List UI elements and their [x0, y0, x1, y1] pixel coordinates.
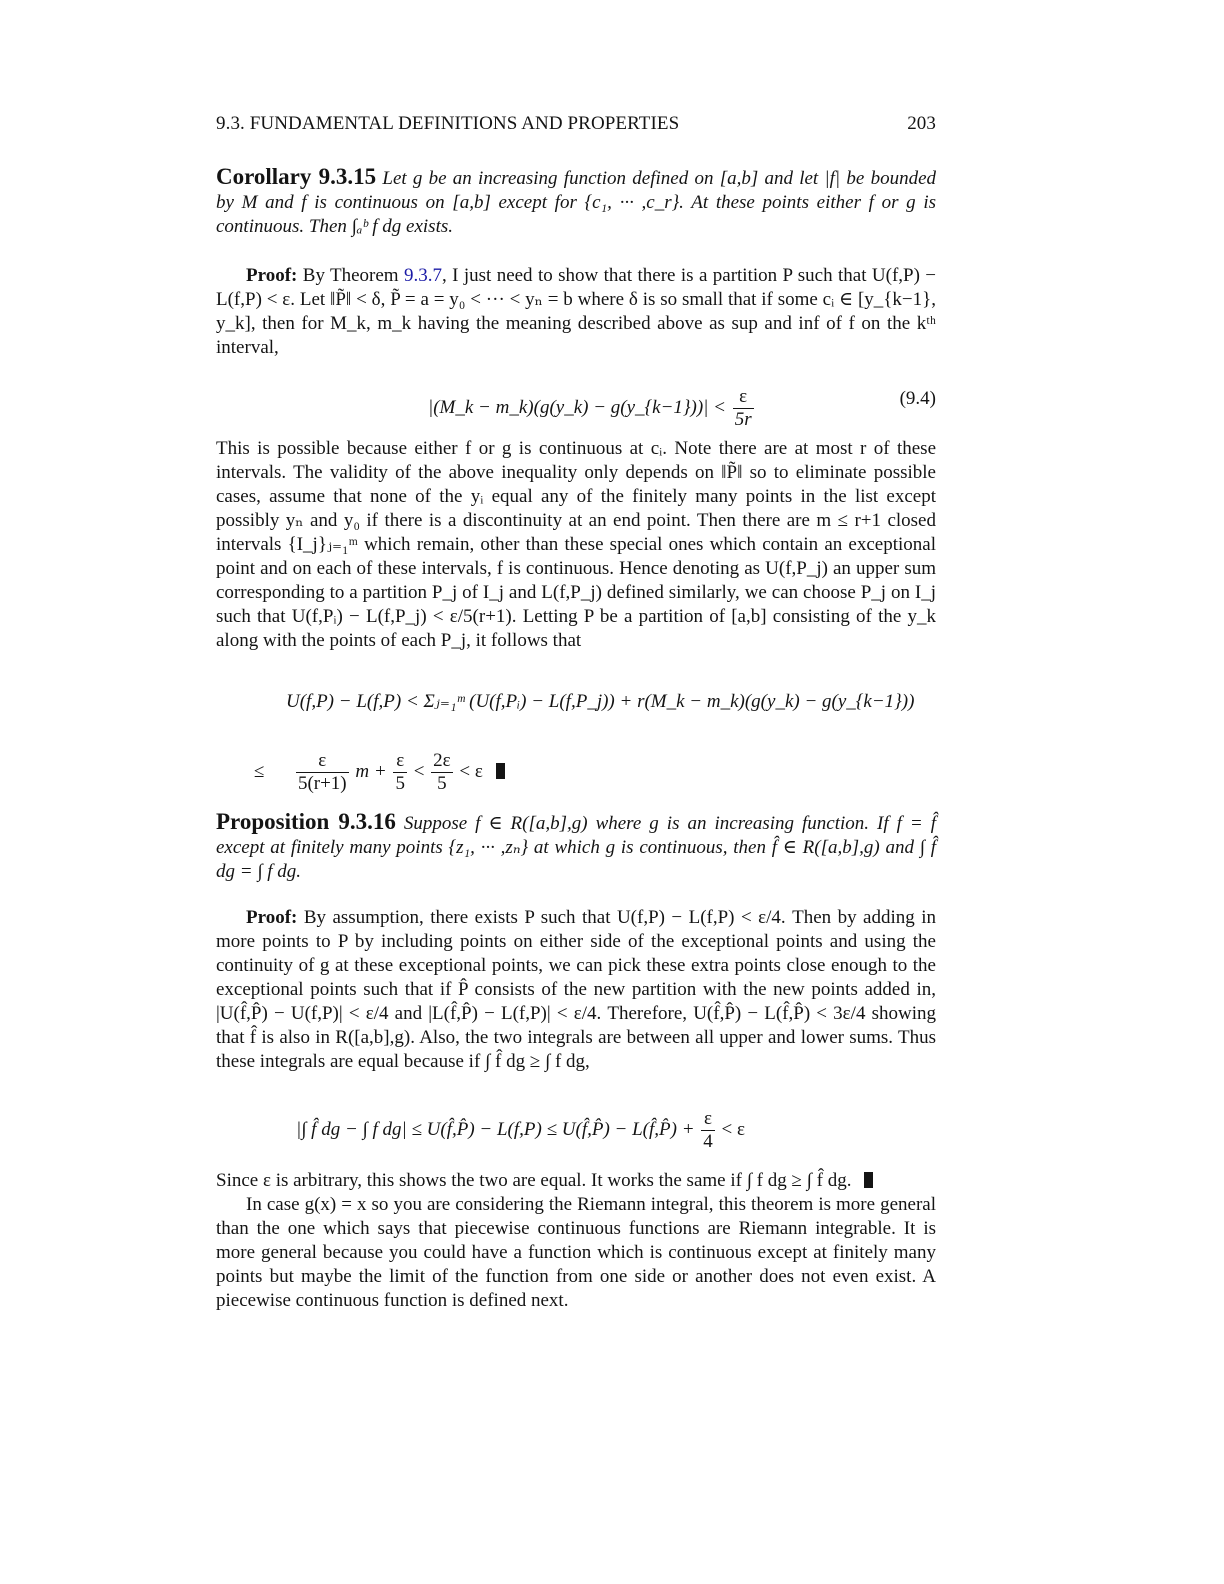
page-number: 203	[907, 113, 936, 134]
end-term: < ε	[459, 760, 483, 782]
section-title: 9.3. FUNDAMENTAL DEFINITIONS AND PROPERTIES	[216, 113, 680, 134]
proof-text-2: This is possible because either f or g is continuous at cᵢ. Note there are at most r of these intervals. The validity of the above inequality only depends on ‖P̃‖ so to eliminate possible cases, assume that none of the yᵢ equal any of the finitely many points in the list except possibly yₙ and y₀ if there is a discontinuity at an end point. Then there are m ≤ r+1 closed intervals {I_j}ⱼ₌₁ᵐ which remain, other than these special ones which contain an exceptional point and on each of these intervals, f is continuous. Hence denoting as U(f,P_j) an upper sum corresponding to a partition P_j of I_j and L(f,P_j) defined similarly, we can choose P_j on I_j such that U(f,Pᵢ) − L(f,P_j) < ε/5(r+1). Letting P be a partition of [a,b] consisting of the y_k along with the points of each P_j, it follows that	[216, 438, 936, 651]
closing-block	[216, 1169, 936, 1313]
le-sign: ≤	[254, 760, 265, 782]
mid-term: m +	[355, 760, 387, 782]
fraction-3	[431, 750, 452, 795]
qed-icon	[496, 763, 505, 779]
fraction-1	[296, 750, 349, 795]
theorem-link[interactable]: 9.3.7	[403, 265, 442, 286]
eps-quarter-fraction	[701, 1108, 715, 1153]
proposition-statement: Suppose f ∈ R([a,b],g) where g is an increasing function. If f = f̂ except at finitely many points {z₁, ··· ,zₙ} at which g is continuous, then f̂ ∈ R([a,b],g) and ∫ f̂ dg = ∫ f dg.	[216, 813, 937, 882]
proposition-block	[216, 810, 936, 884]
equation-fraction	[733, 386, 754, 431]
proof-lead: By Theorem	[302, 265, 399, 286]
denominator: 5r	[734, 409, 752, 430]
proof-2-text: By assumption, there exists P such that U(f,P) − L(f,P) < ε/4. Then by adding in more points to P by including points on either side of the exceptional points and using the continuity of g at these exceptional points, we can pick these extra points close enough to the exceptional points such that if P̂ consists of the new partition with the new points added in, |U(f̂,P̂) − U(f,P)| < ε/4 and |L(f̂,P̂) − L(f,P)| < ε/4. Therefore, U(f̂,P̂) − L(f̂,P̂) < 3ε/4 showing that f̂ is also in R([a,b],g). Also, the two integrals are between all upper and lower sums. Thus these integrals are equal because if ∫ f̂ dg ≥ ∫ f dg,	[216, 907, 937, 1072]
corollary-label: Corollary 9.3.15	[216, 164, 377, 189]
proof-label: Proof:	[246, 265, 298, 286]
denominator: 5	[431, 772, 452, 795]
numerator: 2ε	[433, 750, 451, 771]
corollary-statement: Let g be an increasing function defined on [a,b] and let |f| be bounded by M and f is continuous on [a,b] except for {c₁, ··· ,c_r}. At these points either f or g is continuous. Then ∫ₐᵇ f dg exists.	[216, 168, 936, 237]
denominator: 5(r+1)	[297, 773, 347, 794]
fraction-2	[393, 750, 407, 795]
numerator: ε	[704, 1108, 713, 1129]
end-term: < ε	[721, 1118, 745, 1140]
numerator: ε	[739, 386, 748, 407]
proof-label-2: Proof:	[246, 907, 298, 928]
integral-inequality: |∫ f̂ dg − ∫ f dg| ≤ U(f̂,P̂) − L(f,P) ≤ U(f̂,P̂) − L(f̂,P̂) +	[296, 1118, 695, 1140]
denominator: 5	[395, 773, 405, 794]
denominator: 4	[703, 1131, 713, 1152]
equation-9-4	[216, 374, 936, 430]
proof-2-block	[216, 906, 936, 1074]
equation-integrals	[216, 1096, 936, 1152]
qed-icon	[864, 1172, 873, 1188]
final-paragraph: In case g(x) = x so you are considering the Riemann integral, this theorem is more general than the one which says that piecewise continuous functions are Riemann integrable. It is more general because you could have a function which is continuous except at finitely many points but maybe the limit of the function from one side or another does not even exist. A piecewise continuous function is defined next.	[216, 1194, 936, 1311]
equation-lhs: |(M_k − m_k)(g(y_k) − g(y_{k−1}))| <	[428, 396, 726, 418]
lt-sign: <	[413, 760, 425, 782]
proof-1-part-1	[216, 264, 936, 360]
sum-line: U(f,P) − L(f,P) < Σⱼ₌₁ᵐ (U(f,Pᵢ) − L(f,P_j)) + r(M_k − m_k)(g(y_k) − g(y_{k−1}))	[286, 691, 915, 712]
numerator: ε	[396, 750, 405, 771]
running-header	[216, 113, 936, 135]
proposition-label: Proposition 9.3.16	[216, 809, 396, 834]
equation-tag: (9.4)	[899, 388, 936, 409]
corollary-block	[216, 165, 936, 239]
closing-sentence: Since ε is arbitrary, this shows the two are equal. It works the same if ∫ f dg ≥ ∫ f̂ dg.	[216, 1170, 852, 1191]
numerator: ε	[318, 750, 327, 771]
proof-1-part-2	[216, 437, 936, 653]
proof-text: , I just need to show that there is a partition P such that U(f,P) − L(f,P) < ε. Let ‖P̃‖ < δ, P̃ = a = y₀ < ··· < yₙ = b where δ is so small that if some cᵢ ∈ [y_{k−1}, y_k], then for M_k, m_k having the meaning described above as sup and inf of f on the kᵗʰ interval,	[216, 265, 937, 358]
equation-sum	[216, 674, 936, 794]
